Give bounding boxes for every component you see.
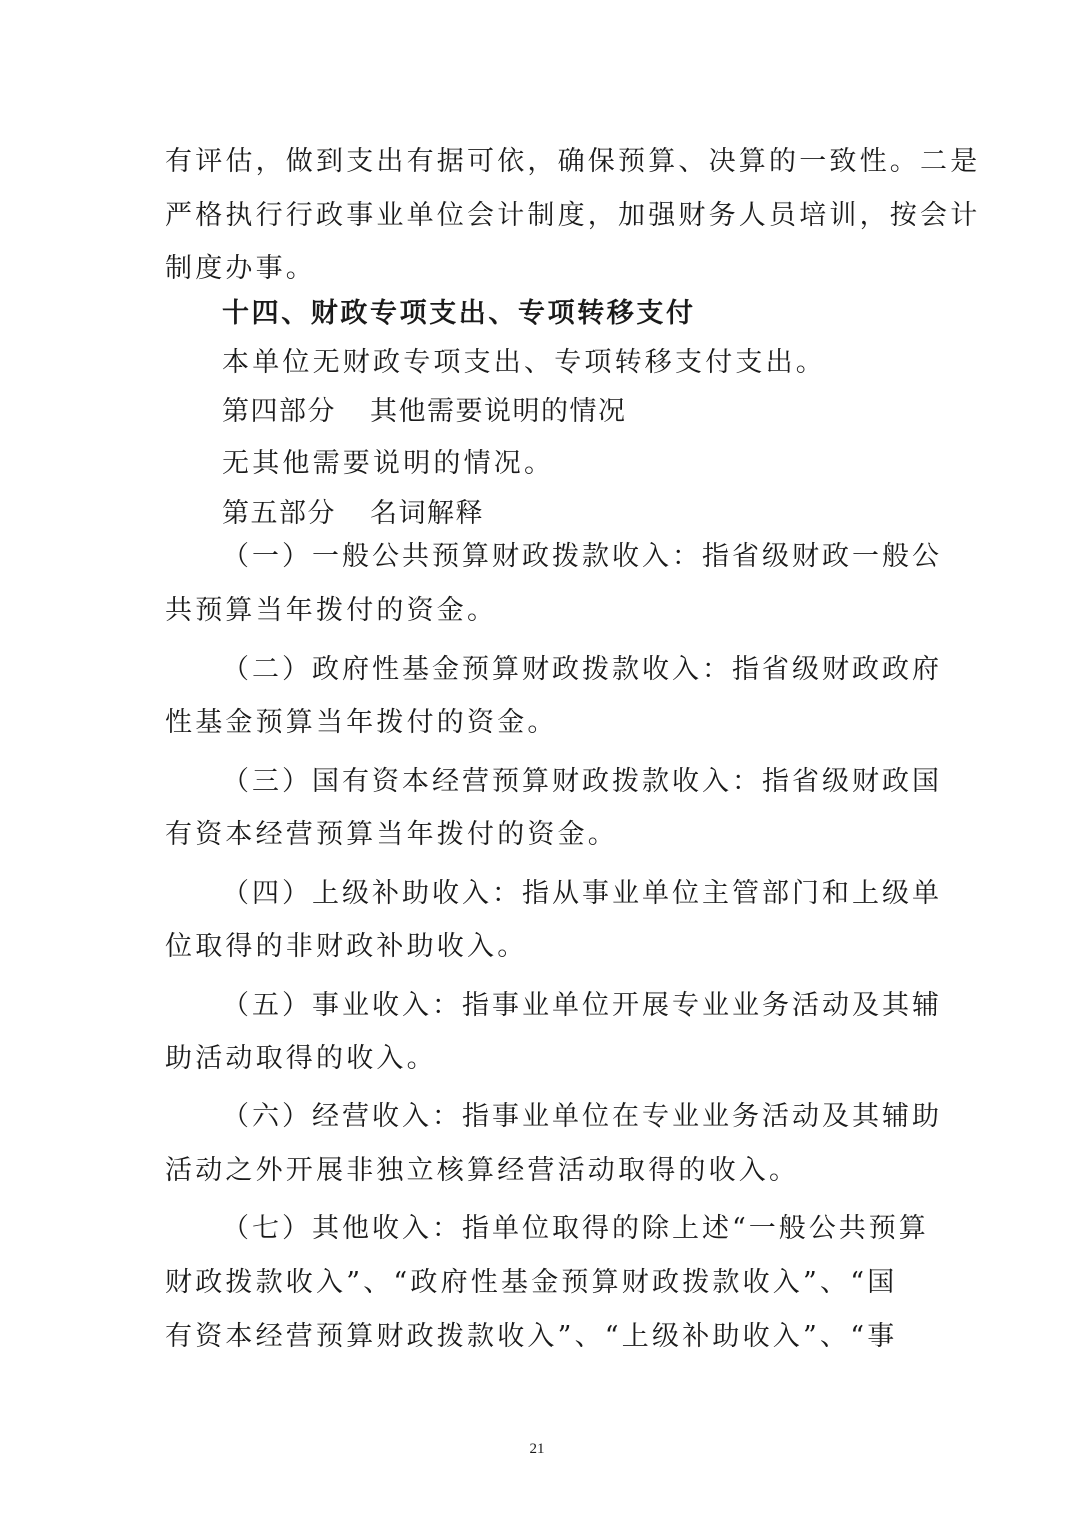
intro-line-2: 严格执行行政事业单位会计制度，加强财务人员培训，按会计 [165, 200, 981, 231]
definition-2-line-1: （二）政府性基金预算财政拨款收入：指省级财政政府 [222, 654, 942, 685]
definition-3-line-2: 有资本经营预算当年拨付的资金。 [165, 819, 618, 850]
definition-3-line-1: （三）国有资本经营预算财政拨款收入：指省级财政国 [222, 766, 942, 797]
definition-6-line-2: 活动之外开展非独立核算经营活动取得的收入。 [165, 1155, 800, 1186]
definition-5-line-2: 助活动取得的收入。 [165, 1043, 437, 1074]
definition-7-line-2: 财政拨款收入”、“政府性基金预算财政拨款收入”、“国 [165, 1267, 898, 1298]
definition-4-line-2: 位取得的非财政补助收入。 [165, 931, 528, 962]
part-4-heading [222, 395, 972, 429]
part-4-label: 第四部分 [222, 396, 336, 427]
definition-7-line-3: 有资本经营预算财政拨款收入”、“上级补助收入”、“事 [165, 1321, 898, 1352]
page-number: 21 [529, 1441, 545, 1457]
intro-line-3: 制度办事。 [165, 253, 316, 284]
definition-5-line-1: （五）事业收入：指事业单位开展专业业务活动及其辅 [222, 990, 942, 1021]
part-4-title: 其他需要说明的情况 [370, 396, 627, 427]
definition-1-line-2: 共预算当年拨付的资金。 [165, 595, 498, 626]
part-5-heading [222, 497, 972, 531]
definition-2-line-2: 性基金预算当年拨付的资金。 [165, 707, 558, 738]
section-14-text: 本单位无财政专项支出、专项转移支付支出。 [222, 347, 826, 378]
part-5-label: 第五部分 [222, 498, 336, 529]
part-4-text: 无其他需要说明的情况。 [222, 448, 555, 479]
part-5-title: 名词解释 [370, 498, 484, 529]
section-14-heading: 十四、财政专项支出、专项转移支付 [222, 298, 696, 329]
definition-7-line-1: （七）其他收入：指单位取得的除上述“一般公共预算 [222, 1213, 929, 1244]
intro-line-1: 有评估，做到支出有据可依，确保预算、决算的一致性。二是 [165, 146, 981, 177]
definition-4-line-1: （四）上级补助收入：指从事业单位主管部门和上级单 [222, 878, 942, 909]
definition-1-line-1: （一）一般公共预算财政拨款收入：指省级财政一般公 [222, 541, 942, 572]
definition-6-line-1: （六）经营收入：指事业单位在专业业务活动及其辅助 [222, 1101, 942, 1132]
